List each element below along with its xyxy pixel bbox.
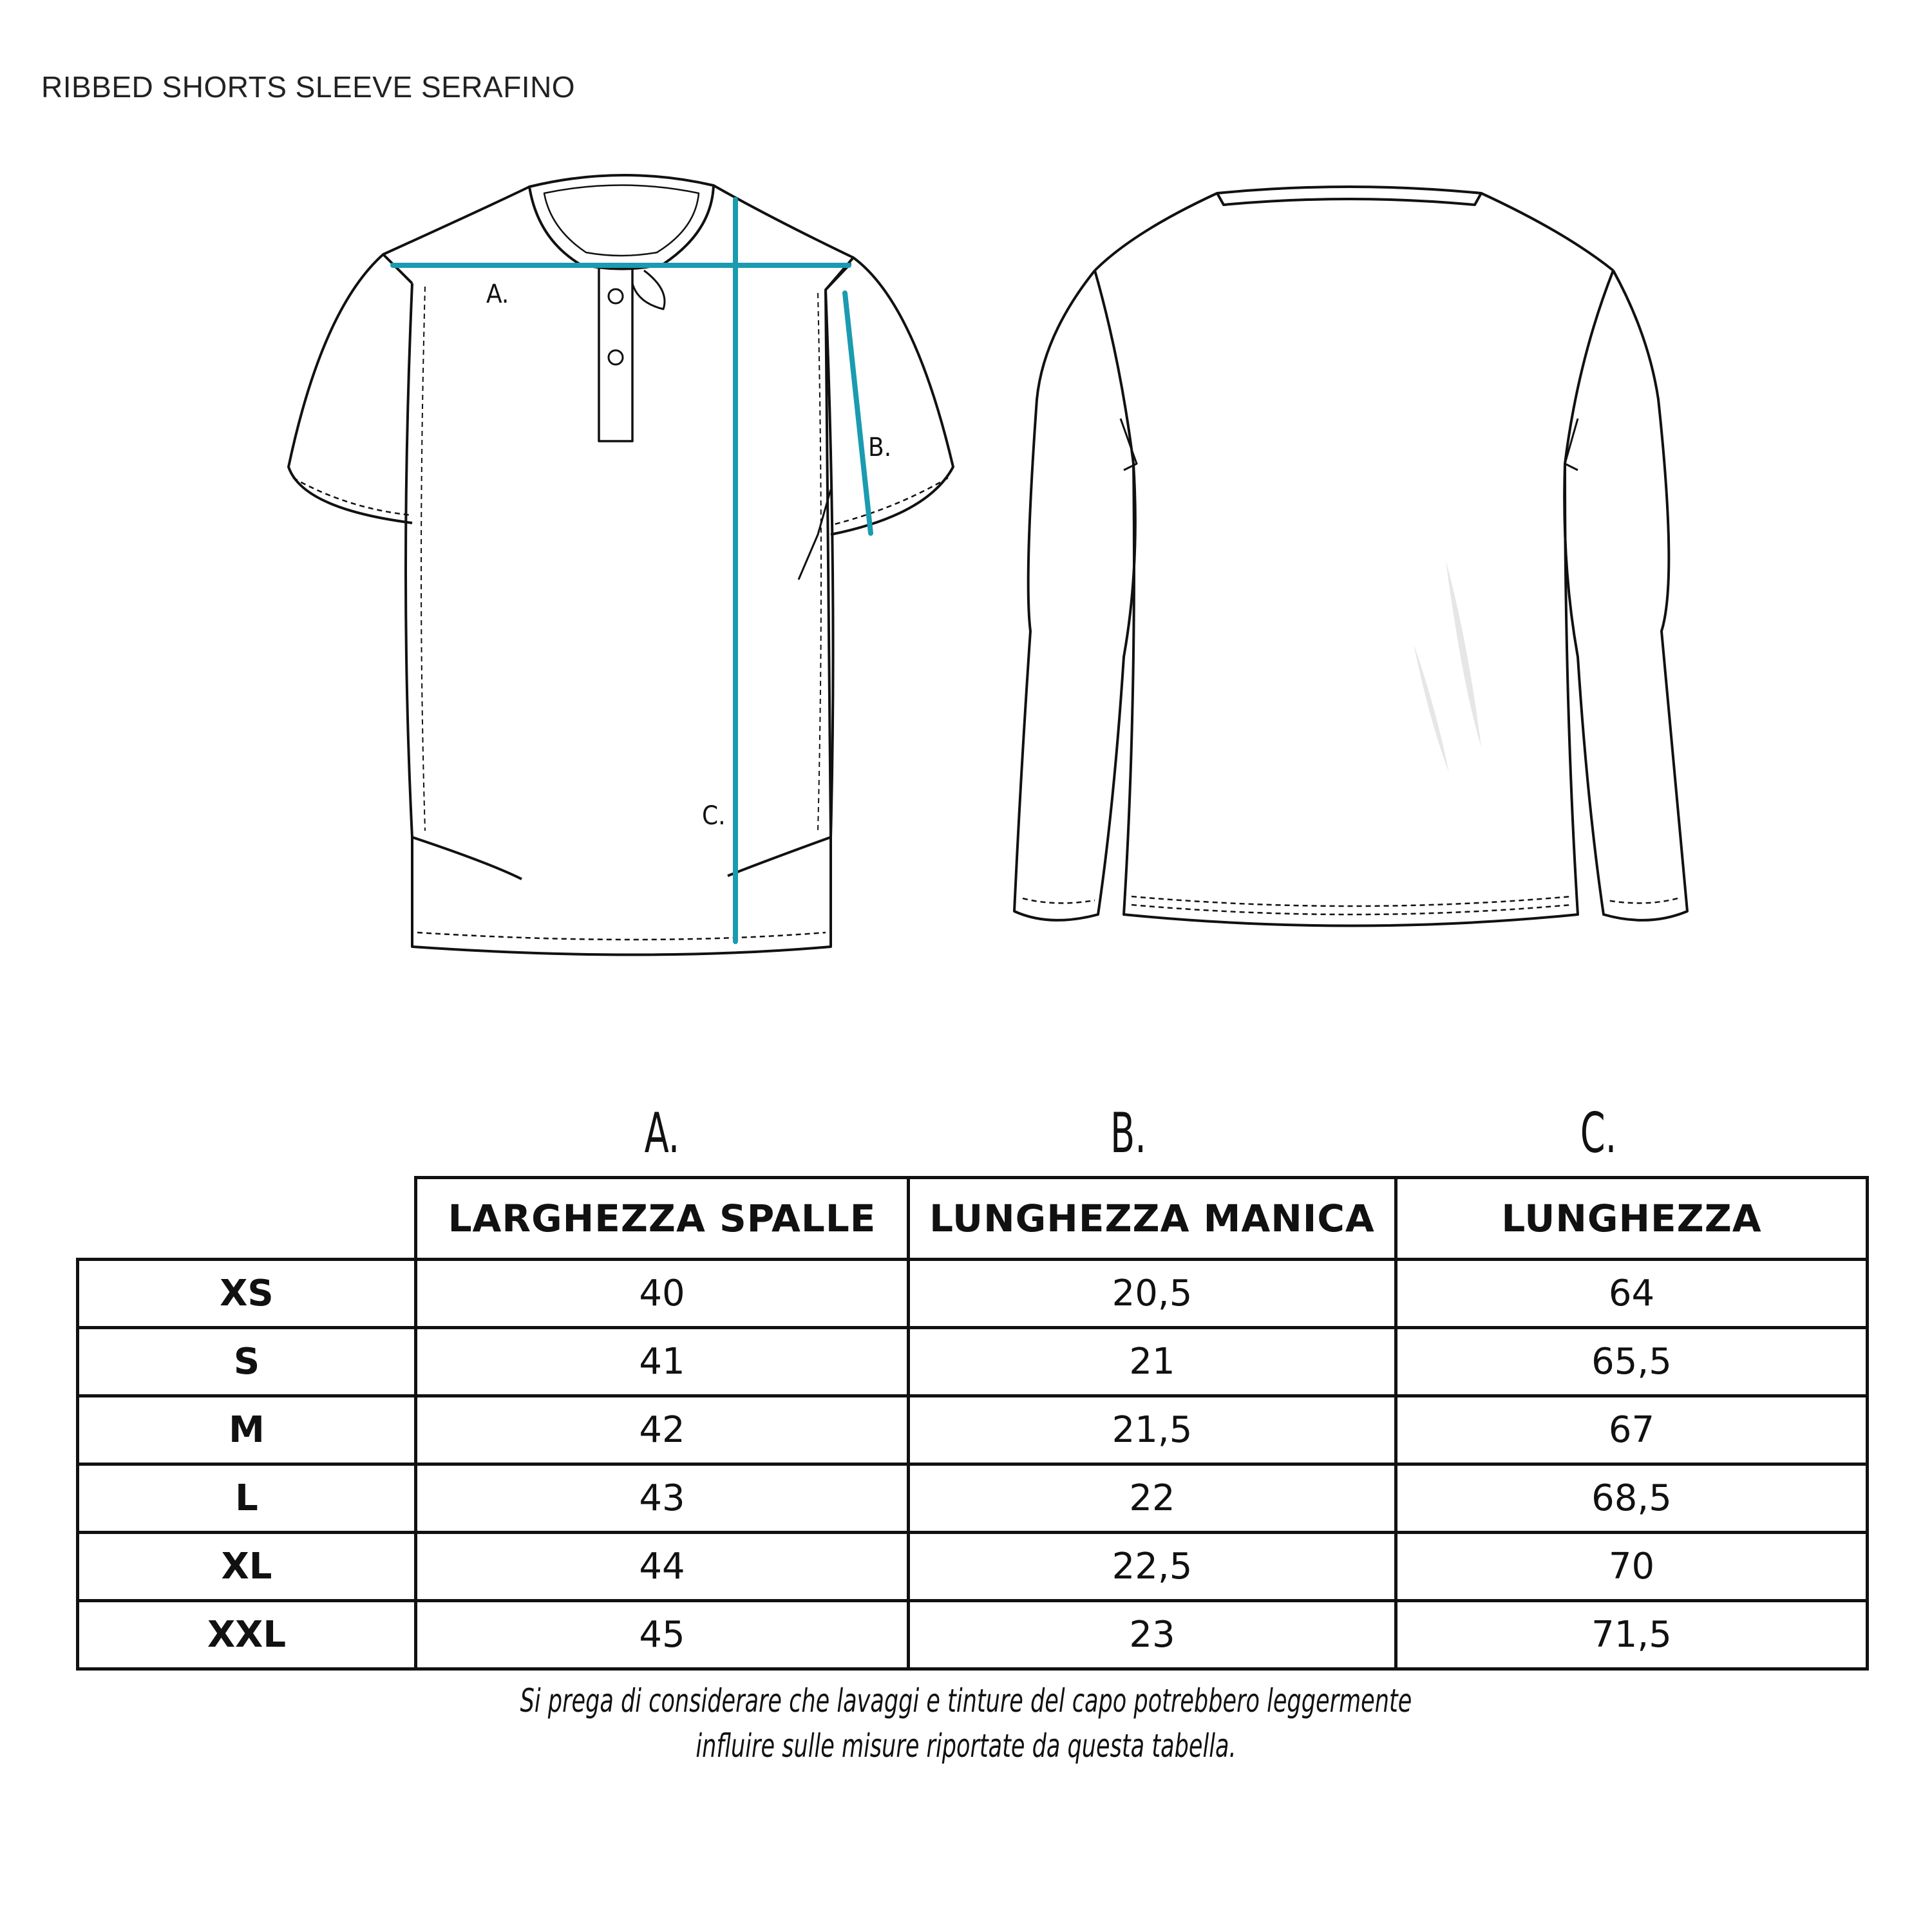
cell-a: 40	[416, 1260, 909, 1328]
measure-a-label: A.	[486, 279, 509, 309]
cell-c: 64	[1396, 1260, 1868, 1328]
size-label: M	[78, 1396, 416, 1464]
size-table	[76, 1176, 1869, 1671]
front-sleeve-left	[289, 254, 412, 523]
front-shoulder-left	[383, 187, 529, 283]
back-shading	[1414, 560, 1481, 773]
cell-a: 45	[416, 1601, 909, 1669]
back-shoulders	[1095, 193, 1613, 270]
table-row	[78, 1533, 1868, 1601]
table-header-row	[78, 1178, 1868, 1260]
header-lunghezza-manica: LUNGHEZZA MANICA	[909, 1178, 1396, 1260]
back-body	[1095, 270, 1613, 926]
disclaimer-note	[0, 1678, 1932, 1768]
cell-c: 65,5	[1396, 1328, 1868, 1396]
back-collar	[1217, 187, 1481, 205]
cell-a: 43	[416, 1464, 909, 1533]
header-blank-cell	[78, 1178, 416, 1260]
cell-a: 41	[416, 1328, 909, 1396]
cell-b: 23	[909, 1601, 1396, 1669]
size-label: XL	[78, 1533, 416, 1601]
cell-c: 67	[1396, 1396, 1868, 1464]
front-body-outline	[412, 264, 850, 955]
page-title: RIBBED SHORTS SLEEVE SERAFINO	[41, 70, 576, 104]
header-larghezza-spalle: LARGHEZZA SPALLE	[416, 1178, 909, 1260]
cell-a: 44	[416, 1533, 909, 1601]
measure-c-label: C.	[702, 801, 726, 831]
cell-b: 21,5	[909, 1396, 1396, 1464]
cell-c: 70	[1396, 1533, 1868, 1601]
column-letter-c: C.	[1580, 1101, 1617, 1166]
size-label: XXL	[78, 1601, 416, 1669]
front-collar	[529, 175, 714, 269]
front-sleeve-right	[831, 258, 953, 535]
cell-b: 20,5	[909, 1260, 1396, 1328]
button-2	[609, 350, 623, 365]
measure-b-label: B.	[868, 433, 892, 462]
front-view	[289, 175, 953, 955]
header-lunghezza: LUNGHEZZA	[1396, 1178, 1868, 1260]
measure-b-line	[845, 293, 871, 533]
size-label: L	[78, 1464, 416, 1533]
back-view	[1014, 187, 1687, 926]
note-line-1: Si prega di considerare che lavaggi e tinture del capo potrebbero leggermente	[520, 1682, 1412, 1719]
size-label: XS	[78, 1260, 416, 1328]
column-letter-a: A.	[644, 1101, 680, 1166]
cell-c: 71,5	[1396, 1601, 1868, 1669]
column-letter-b: B.	[1110, 1101, 1146, 1166]
table-row	[78, 1396, 1868, 1464]
cell-c: 68,5	[1396, 1464, 1868, 1533]
table-row	[78, 1601, 1868, 1669]
table-row	[78, 1328, 1868, 1396]
table-row	[78, 1464, 1868, 1533]
front-placket	[599, 264, 632, 441]
table-row	[78, 1260, 1868, 1328]
cell-b: 22,5	[909, 1533, 1396, 1601]
cell-b: 21	[909, 1328, 1396, 1396]
button-1	[609, 289, 623, 303]
size-label: S	[78, 1328, 416, 1396]
cell-a: 42	[416, 1396, 909, 1464]
note-line-2: influire sulle misure riportate da questa tabella.	[696, 1727, 1236, 1765]
cell-b: 22	[909, 1464, 1396, 1533]
